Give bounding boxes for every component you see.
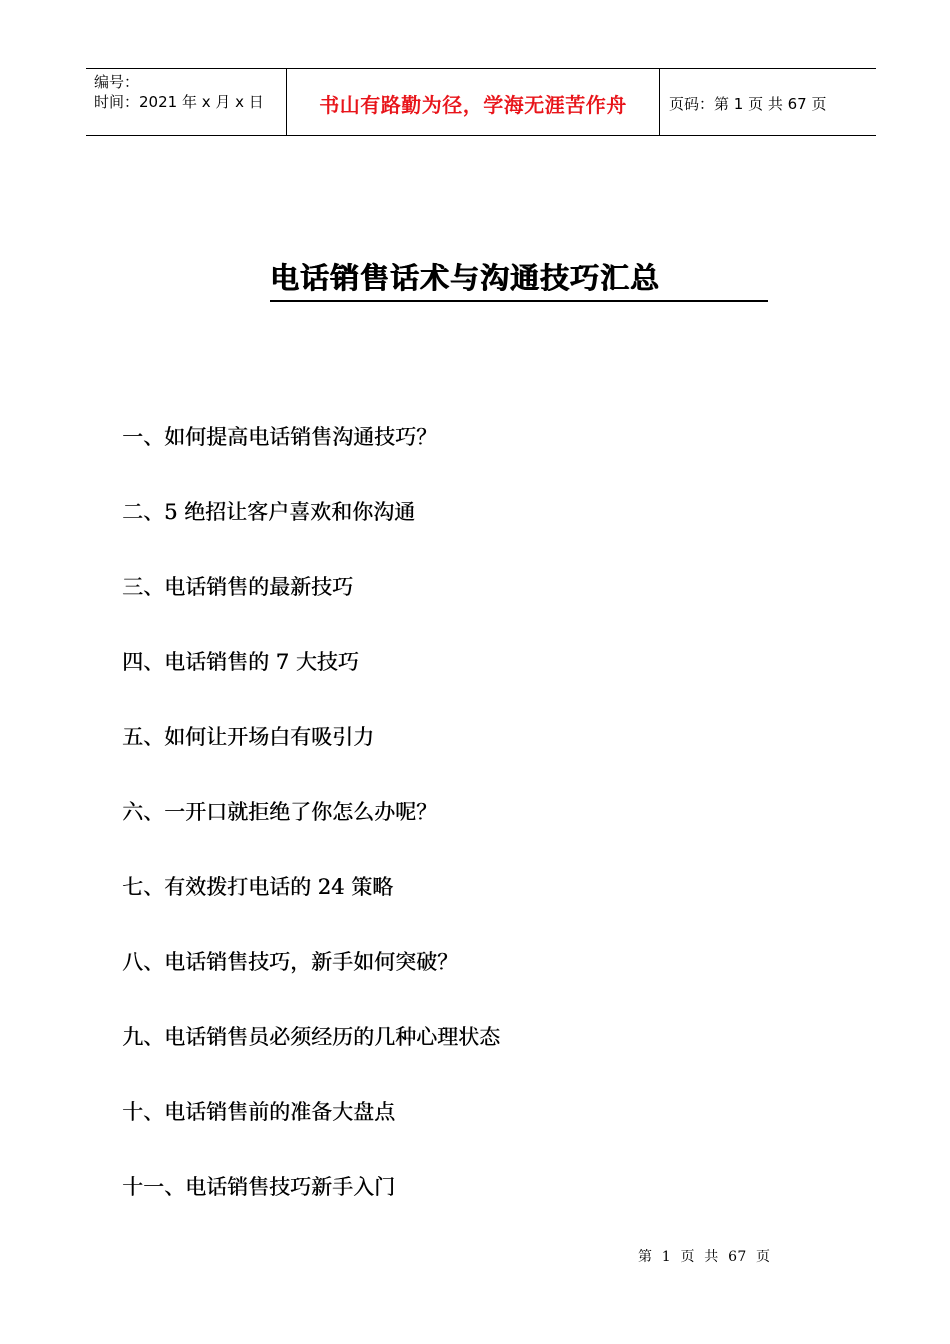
document-header <box>86 68 876 136</box>
table-of-contents <box>122 418 500 1243</box>
toc-item: 九、电话销售员必须经历的几种心理状态 <box>122 1025 500 1049</box>
toc-item: 十、电话销售前的准备大盘点 <box>122 1100 395 1124</box>
document-title: 电话销售话术与沟通技巧汇总 <box>270 258 768 302</box>
serial-number-label: 编号： <box>94 73 140 91</box>
toc-item: 四、电话销售的 7 大技巧 <box>122 650 359 674</box>
toc-item: 七、有效拨打电话的 24 策略 <box>122 875 394 899</box>
header-motto-cell <box>286 69 660 135</box>
toc-item: 六、一开口就拒绝了你怎么办呢？ <box>122 800 437 824</box>
footer-page-number: 第 1 页 共 67 页 <box>638 1249 771 1265</box>
toc-item: 八、电话销售技巧，新手如何突破？ <box>122 950 458 974</box>
toc-item: 五、如何让开场白有吸引力 <box>122 725 374 749</box>
header-motto: 书山有路勤为径，学海无涯苦作舟 <box>319 92 627 117</box>
date-label: 时间：2021 年 x 月 x 日 <box>94 93 264 111</box>
header-page-info: 页码：第 1 页 共 67 页 <box>669 94 827 113</box>
toc-item: 一、如何提高电话销售沟通技巧？ <box>122 425 437 449</box>
header-meta-cell <box>86 69 286 135</box>
toc-item: 二、5 绝招让客户喜欢和你沟通 <box>122 500 416 524</box>
toc-item: 十一、电话销售技巧新手入门 <box>122 1175 395 1199</box>
header-page-cell <box>660 69 876 135</box>
toc-item: 三、电话销售的最新技巧 <box>122 575 353 599</box>
